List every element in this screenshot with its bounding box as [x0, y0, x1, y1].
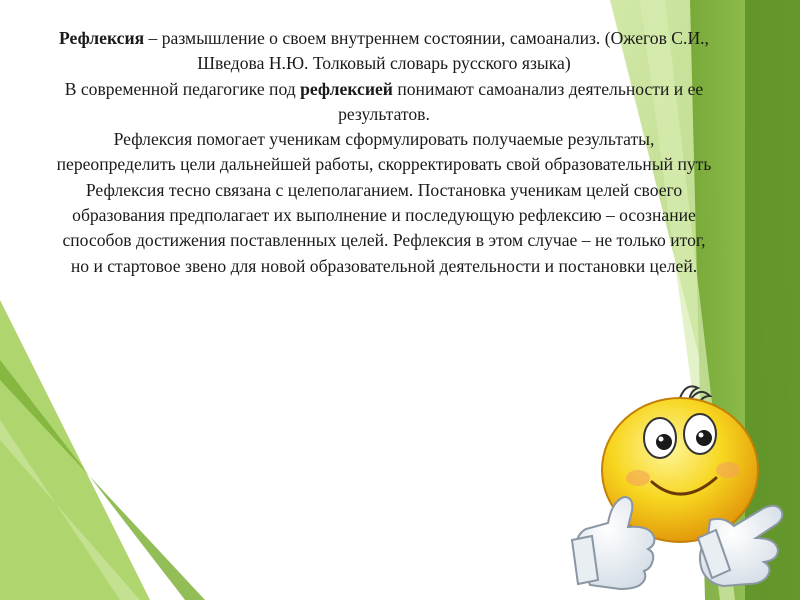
thumbs-up-smiley-icon [560, 370, 800, 600]
smiley-pupil [696, 430, 712, 446]
term-reflection-instrumental: рефлексией [300, 78, 393, 99]
benefits-paragraph: Рефлексия помогает ученикам сформулировать получаемые результаты, переопределить цели дальнейшей работы, скорректировать свой образовательный путь [56, 129, 712, 175]
term-reflection: Рефлексия [59, 28, 145, 48]
slide-text [52, 26, 716, 279]
smiley-pupil [656, 434, 672, 450]
pedagogy-paragraph [52, 77, 716, 128]
smiley-cheek [626, 470, 650, 486]
left-stripe-large [0, 300, 150, 600]
smiley-cheek [716, 462, 740, 478]
pedagogy-text-after: понимают самоанализ деятельности и ее результатов. [338, 78, 704, 124]
goal-setting-paragraph: Рефлексия тесно связана с целеполаганием. Постановка ученикам целей своего образования предполагает их выполнение и последующую рефлексию – осознание способов достижения поставленных целей. Рефлексия в этом случае – не только итог, но и стартовое звено для новой образовательной деятельности и постановки целей. [62, 179, 706, 276]
smiley-eye-shine [699, 433, 704, 438]
smiley-eye-shine [659, 437, 664, 442]
definition-text: – размышление о своем внутреннем состоянии, самоанализ. (Ожегов С.И., Шведова Н.Ю. Толковый словарь русского языка) [144, 28, 709, 74]
definition-paragraph [52, 26, 716, 77]
pedagogy-text-before: В современной педагогике под [64, 78, 301, 99]
